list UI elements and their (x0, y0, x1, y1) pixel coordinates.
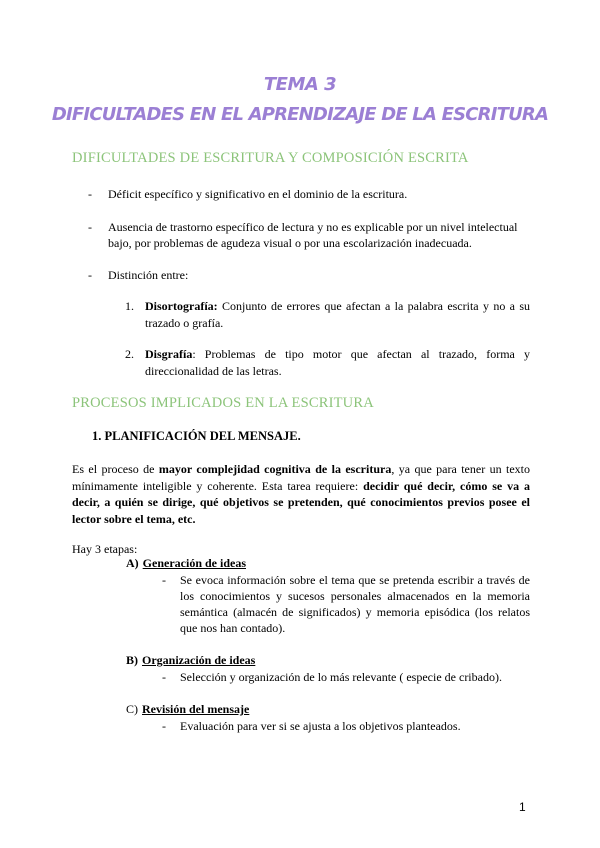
text-run: Es el proceso de (72, 462, 159, 476)
section-heading-2: PROCESOS IMPLICADOS EN LA ESCRITURA (72, 395, 374, 411)
stage-desc-text: Selección y organización de lo más relevante ( especie de cribado). (180, 670, 502, 684)
stage-name: Generación de ideas (142, 556, 246, 570)
dash-marker: - (88, 220, 92, 234)
dash-marker: - (162, 573, 166, 587)
title-line-1: TEMA 3 (263, 74, 337, 95)
stage-name: Organización de ideas (142, 653, 256, 667)
page-number: 1 (519, 800, 526, 814)
stages-intro: Hay 3 etapas: (72, 542, 138, 556)
stage-letter: C) (126, 702, 138, 716)
subheading: 1. PLANIFICACIÓN DEL MENSAJE. (92, 429, 301, 443)
text-run: , ya que para tener un texto mínimamente inteligible y coherente. Esta tarea requiere: (72, 462, 530, 493)
item-number: 2. (125, 347, 134, 361)
dash-marker: - (162, 670, 166, 684)
bullet-text: Ausencia de trastorno específico de lectura y no es explicable por un nivel intelectual bajo, por problemas de agudeza visual o por una escolarización inadecuada. (108, 220, 518, 250)
item-definition: Conjunto de errores que afectan a la palabra escrita y no a su trazado o grafía. (145, 299, 530, 330)
bullet-text: Déficit específico y significativo en el dominio de la escritura. (108, 187, 408, 201)
paragraph (72, 461, 530, 527)
bullet-text: Distinción entre: (108, 268, 189, 282)
item-definition: : Problemas de tipo motor que afectan al trazado, forma y direccionalidad de las letras. (145, 347, 530, 378)
stage-heading (126, 702, 249, 717)
stage-desc-text: Evaluación para ver si se ajusta a los objetivos planteados. (180, 719, 461, 733)
item-text (145, 298, 530, 332)
item-term: Disortografía: (145, 299, 218, 313)
stage-heading (126, 653, 255, 668)
stage-letter: B) (126, 653, 138, 667)
section-heading-1: DIFICULTADES DE ESCRITURA Y COMPOSICIÓN ESCRITA (72, 150, 469, 166)
item-text (145, 346, 530, 380)
dash-marker: - (162, 719, 166, 733)
stage-name: Revisión del mensaje (142, 702, 250, 716)
title-line-2: DIFICULTADES EN EL APRENDIZAJE DE LA ESCRITURA (51, 104, 549, 125)
bold-run: mayor complejidad cognitiva de la escritura (158, 462, 392, 476)
bold-run: decidir qué decir, cómo se va a decir, a quién se dirige, qué objetivos se pretenden, qué conocimientos previos posee el lector sobre el tema, etc. (72, 478, 531, 526)
item-term: Disgrafía (145, 347, 193, 361)
stage-heading (126, 556, 246, 571)
item-number: 1. (125, 299, 134, 313)
dash-marker: - (88, 187, 92, 201)
stage-letter: A) (126, 556, 139, 570)
dash-marker: - (88, 268, 92, 282)
stage-desc-text: Se evoca información sobre el tema que se pretenda escribir a través de los conocimientos y sucesos personales almacenados en la memoria semántica (almacén de significados) y memoria episódica (los relatos que nos han contado). (180, 573, 530, 635)
